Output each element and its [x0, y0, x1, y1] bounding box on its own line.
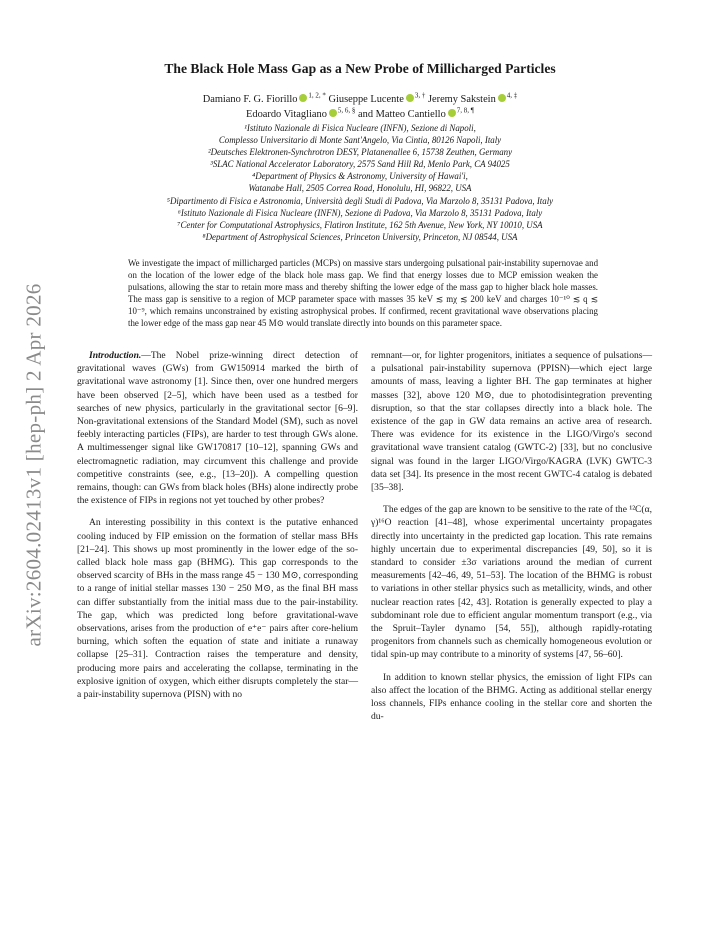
author-name: Giuseppe Lucente [328, 94, 404, 105]
orcid-icon[interactable] [329, 109, 337, 117]
paper-title: The Black Hole Mass Gap as a New Probe of Millicharged Particles [164, 61, 556, 76]
affiliation-line: ⁵Dipartimento di Fisica e Astronomia, Università degli Studi di Padova, Via Marzolo 8, 35131 Padova, Italy [166, 195, 554, 206]
affiliation-line: ²Deutsches Elektronen-Synchrotron DESY, Platanenallee 6, 15738 Zeuthen, Germany [207, 147, 513, 158]
arxiv-identifier: arXiv:2604.02413v1 [hep-ph] 2 Apr 2026 [21, 283, 46, 647]
body-paragraph: An interesting possibility in this context is the putative enhanced cooling induced by FIP emission on the formation of stellar mass BHs [21–24]. This shows up most prominently in the lower edge of the so-called black hole mass gap (BHMG). This gap corresponds to the observed scarcity of BHs in the mass range 45 − 130 M⊙, corresponding to a range of initial stellar masses 130 − 250 M⊙, as the final BH mass can differ substantially from the initial mass due to the pair-instability. The gap, which was predicted long before gravitational-wave observations, arises from the production of e⁺e⁻ pairs after core-helium burning, which soften the equation of state and initiate a runaway collapse [25–31]. Contraction raises the temperature and density, producing more pairs and accelerating the collapse, terminating in the explosive ignition of oxygen, which either disrupts completely the star—a pair-instability supernova (PISN) with no [77, 517, 358, 701]
author-name: Jeremy Sakstein [427, 94, 496, 105]
orcid-icon[interactable] [299, 94, 307, 102]
body-paragraph: In addition to known stellar physics, the emission of light FIPs can also affect the location of the BHMG. Acting as additional stellar energy loss channels, FIPs enhance cooling in the stellar core and shorten the du- [371, 671, 652, 723]
orcid-icon[interactable] [406, 94, 414, 102]
body-paragraph: remnant—or, for lighter progenitors, initiates a sequence of pulsations—a pulsational pair-instability supernova (PPISN)—which eject large amounts of mass, leaving a lighter BH. The gap terminates at higher masses [32], above 120 M⊙, due to photodisintegration preventing disruption, so that the star collapses directly into a black hole. The existence of the gap in GW data remains an active area of research. There was evidence for its existence in the LIGO/Virgo's second gravitational wave transient catalog (GWTC-2) [33], but no conclusive signal was found in the larger LIGO/Virgo/KAGRA (LVK) GWTC-3 data set [34]. Its presence in the most recent GWTC-4 catalog is debated [35–38]. [371, 350, 652, 494]
affiliation-line: ⁴Department of Physics & Astronomy, University of Hawai'i, [252, 171, 468, 182]
author-name: Damiano F. G. Fiorillo [202, 94, 298, 105]
affiliation-line: ⁸Department of Astrophysical Sciences, Princeton University, Princeton, NJ 08544, USA [202, 231, 518, 242]
author-list [0, 92, 720, 122]
author-name: Edoardo Vitagliano [246, 109, 327, 120]
abstract: We investigate the impact of millicharged particles (MCPs) on massive stars undergoing pulsational pair-instability supernovae and on the location of the lower edge of the black hole mass gap. We find that energy losses due to MCP emission weaken the pulsations, allowing the star to retain more mass and thereby shifting the lower edge of the mass gap to higher black hole masses. The mass gap is sensitive to a region of MCP parameter space with masses 35 keV ≲ mχ ≲ 200 keV and charges 10⁻¹⁰ ≲ q ≲ 10⁻⁹, which remains unconstrained by existing astrophysical probes. If confirmed, recent gravitational wave observations placing the lower edge of the mass gap near 45 M⊙ would translate directly into bounds on this parameter space. [128, 258, 598, 329]
author-line-1 [0, 92, 720, 107]
author-affiliation-marks: 7, 8, ¶ [456, 106, 474, 115]
affiliation-line: Watanabe Hall, 2505 Correa Road, Honolulu, HI, 96822, USA [248, 183, 472, 194]
author-line-2 [0, 107, 720, 122]
orcid-icon[interactable] [448, 109, 456, 117]
author-affiliation-marks: 5, 6, § [337, 106, 356, 115]
affiliation-line: Complesso Universitario di Monte Sant'Angelo, Via Cintia, 80126 Napoli, Italy [218, 135, 502, 146]
section-heading-introduction: Introduction. [89, 350, 142, 361]
intro-paragraph [77, 349, 358, 507]
orcid-icon[interactable] [498, 94, 506, 102]
body-column-right [371, 349, 652, 723]
author-conjunction: and [358, 109, 374, 120]
affiliation-line: ⁶Istituto Nazionale di Fisica Nucleare (INFN), Sezione di Padova, Via Marzolo 8, 35131 Padova, Italy [177, 207, 543, 218]
author-name: Matteo Cantiello [375, 109, 446, 120]
author-affiliation-marks: 3, † [414, 91, 426, 100]
affiliation-line: ³SLAC National Accelerator Laboratory, 2575 Sand Hill Rd, Menlo Park, CA 94025 [210, 159, 510, 170]
affiliation-line: ⁷Center for Computational Astrophysics, Flatiron Institute, 162 5th Avenue, New York, NY 10010, USA [177, 219, 543, 230]
paragraph-text: —The Nobel prize-winning direct detection of gravitational waves (GWs) from GW150914 marked the birth of gravitational wave astronomy [1]. Since then, over one hundred mergers have been observed [2–5], which have been used as a testbed for searches of new physics, particularly in the gravitational sector [6–9]. Non-gravitational extensions of the Standard Model (SM), such as novel feebly interacting particles (FIPs), are harder to test through GWs alone. A multimessenger signal like GW170817 [10–12], spanning GWs and electromagnetic radiation, may circumvent this challenge and provide competitive constraints (see, e.g., [13–20]). A compelling question remains, though: can GWs from black holes (BHs) alone indirectly probe the existence of FIPs in regions not yet touched by other probes? [77, 350, 358, 507]
body-paragraph: The edges of the gap are known to be sensitive to the rate of the ¹²C(α, γ)¹⁶O reaction [41–48], whose experimental uncertainty propagates directly into uncertainty in the predicted gap location. This rate remains highly uncertain due to experimental discrepancies [49, 50], so it is standard to consider ±3σ variations around the median of current measurements [42–46, 49, 51–53]. The location of the BHMG is robust to variations in other stellar physics such as metallicity, winds, and other nuclear reaction rates [42, 43]. Rotation is generally expected to play a subdominant role due to efficient angular momentum transport (e.g., via the Spruit–Tayler dynamo [54, 55]), although rapidly-rotating progenitors from channels such as chemically homogeneous evolution or tidal spin-up may contribute to a minority of systems [47, 56–60]. [371, 504, 652, 661]
author-affiliation-marks: 1, 2, * [308, 91, 326, 100]
affiliation-line: ¹Istituto Nazionale di Fisica Nucleare (INFN), Sezione di Napoli, [244, 123, 476, 133]
body-column-left [77, 349, 358, 701]
author-affiliation-marks: 4, ‡ [506, 91, 518, 100]
affiliations [0, 122, 720, 243]
arxiv-sidebar-stamp [14, 255, 54, 675]
